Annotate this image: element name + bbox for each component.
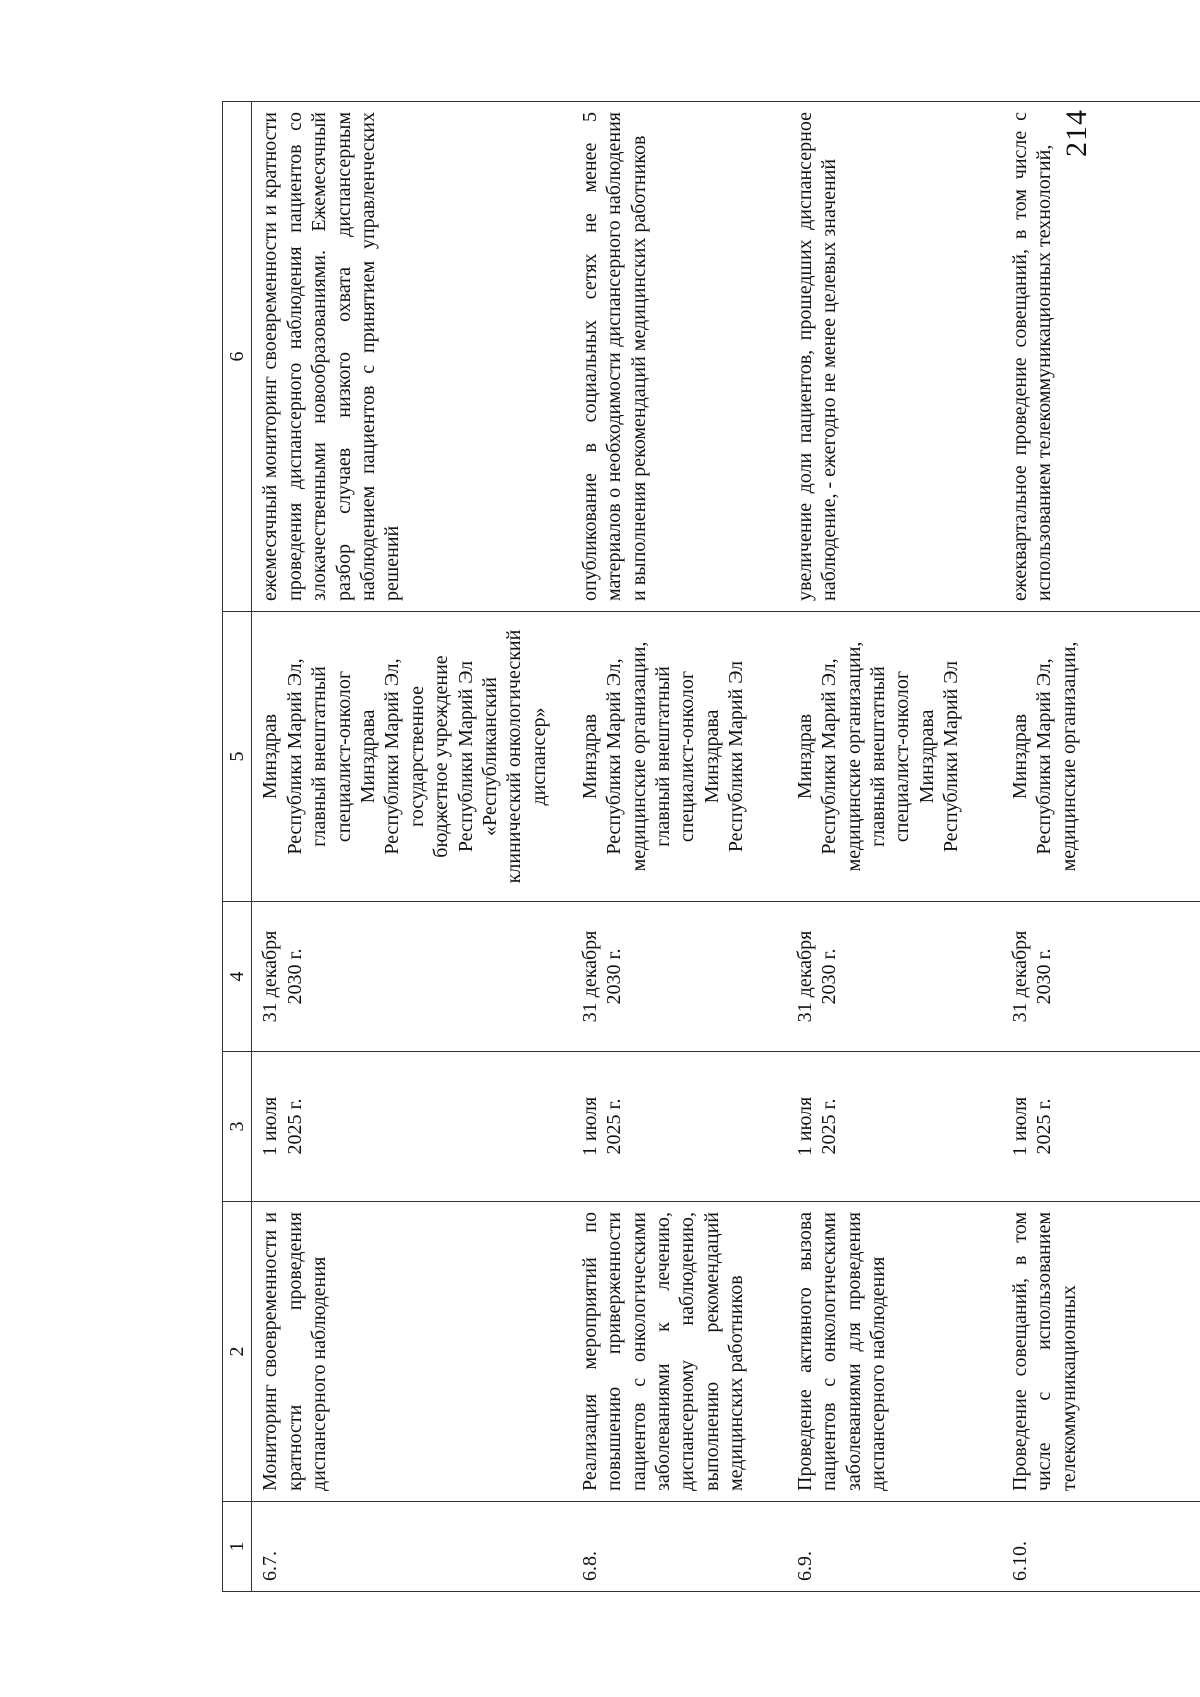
column-header: 2 (223, 1202, 252, 1502)
measures-table (222, 101, 1200, 1592)
row-number: 6.7. (252, 1502, 572, 1592)
expected-result: опубликование в социальных сетях не менее 5 материалов о необходимости диспансерного наблюдения и выполнения рекомендаций медицинских работников (572, 102, 787, 612)
responsible: Минздрав Республики Марий Эл, медицинские организации, главный внештатный специалист-онколог Минздрава Республики Марий Эл (572, 612, 787, 902)
table-row (252, 102, 572, 1592)
row-number: 6.10. (1002, 1502, 1200, 1592)
start-date: 1 июля 2025 г. (252, 1052, 572, 1202)
end-date: 31 декабря 2030 г. (252, 902, 572, 1052)
responsible: Минздрав Республики Марий Эл, медицинские организации, главный внештатный специалист-онколог Минздрава Республики Марий Эл (787, 612, 1002, 902)
end-date: 31 декабря 2030 г. (787, 902, 1002, 1052)
measure-description: Реализация мероприятий по повышению приверженности пациентов с онкологическими заболеваниями к лечению, диспансерному наблюдению, выполнению рекомендаций медицинских работников (572, 1202, 787, 1502)
column-header: 1 (223, 1502, 252, 1592)
page-number: 214 (1060, 109, 1093, 157)
measure-description: Мониторинг своевременности и кратности проведения диспансерного наблюдения (252, 1202, 572, 1502)
start-date: 1 июля 2025 г. (787, 1052, 1002, 1202)
row-number: 6.9. (787, 1502, 1002, 1592)
end-date: 31 декабря 2030 г. (572, 902, 787, 1052)
expected-result: ежеквартальное проведение совещаний, в том числе с использованием телекоммуникационных технологий, (1002, 102, 1200, 612)
responsible: Минздрав Республики Марий Эл, главный внештатный специалист-онколог Минздрава Республики Марий Эл, государственное бюджетное учреждение Республики Марий Эл «Республиканский клинический онкологический диспансер» (252, 612, 572, 902)
column-header: 4 (223, 902, 252, 1052)
table-header-row (223, 102, 252, 1592)
column-header: 3 (223, 1052, 252, 1202)
start-date: 1 июля 2025 г. (1002, 1052, 1200, 1202)
column-header: 6 (223, 102, 252, 612)
expected-result: увеличение доли пациентов, прошедших диспансерное наблюдение, - ежегодно не менее целевых значений (787, 102, 1002, 612)
measure-description: Проведение совещаний, в том числе с использованием телекоммуникационных (1002, 1202, 1200, 1502)
start-date: 1 июля 2025 г. (572, 1052, 787, 1202)
responsible: Минздрав Республики Марий Эл, медицинские организации, (1002, 612, 1200, 902)
measure-description: Проведение активного вызова пациентов с онкологическими заболеваниями для проведения диспансерного наблюдения (787, 1202, 1002, 1502)
end-date: 31 декабря 2030 г. (1002, 902, 1200, 1052)
table-row (572, 102, 787, 1592)
column-header: 5 (223, 612, 252, 902)
expected-result: ежемесячный мониторинг своевременности и кратности проведения диспансерного наблюдения пациентов со злокачественными новообразованиями. Ежемесячный разбор случаев низкого охвата диспансерным наблюдением пациентов с принятием управленческих решений (252, 102, 572, 612)
table-row (1002, 102, 1200, 1592)
table-row (787, 102, 1002, 1592)
row-number: 6.8. (572, 1502, 787, 1592)
